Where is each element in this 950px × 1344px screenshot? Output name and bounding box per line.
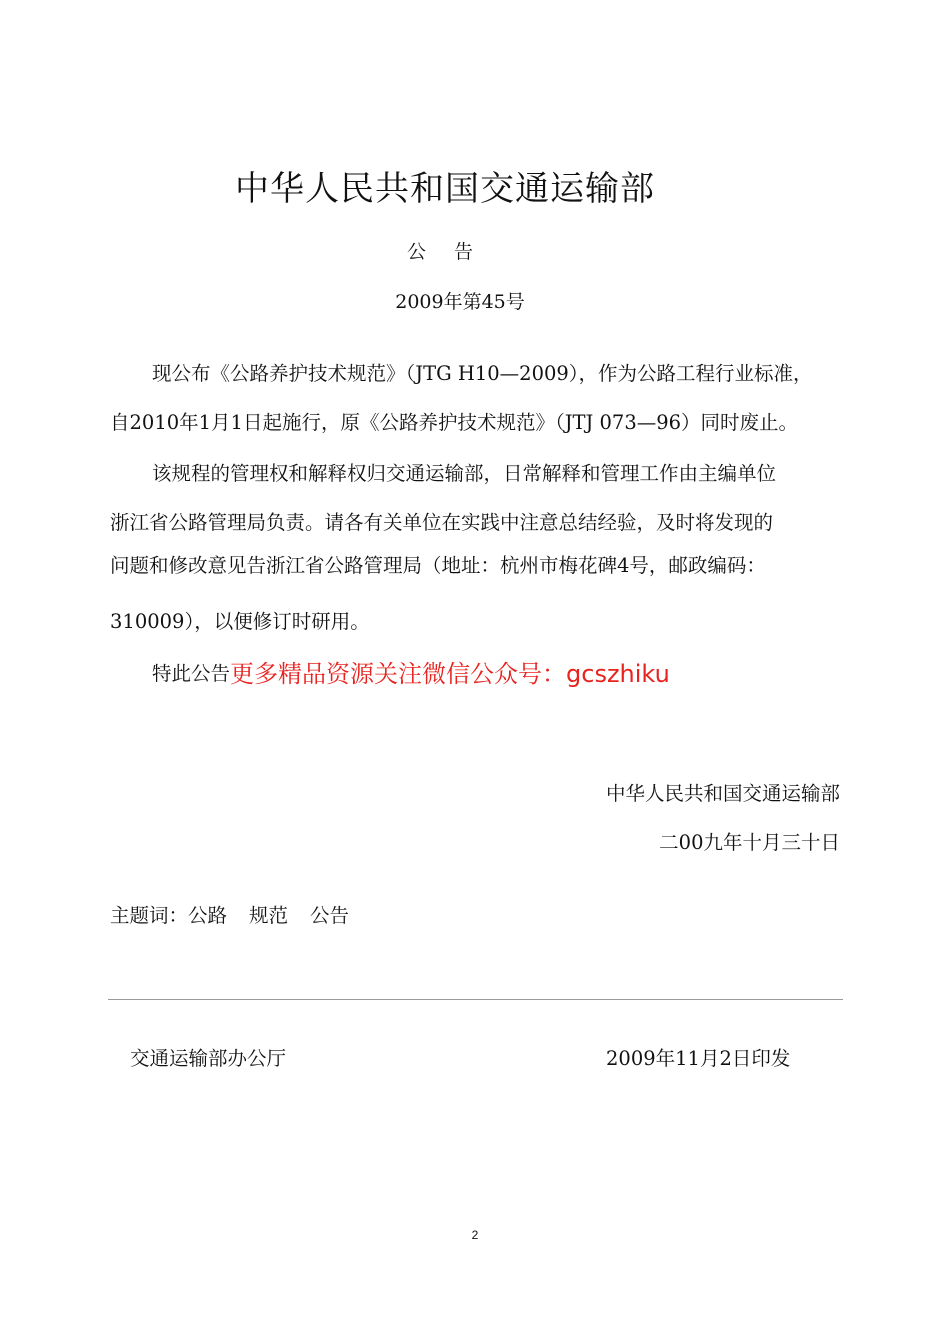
keywords-line: [110, 902, 349, 930]
closing-text: 特此公告: [152, 662, 231, 685]
body-line-4: 浙江省公路管理局负责。请各有关单位在实践中注意总结经验，及时将发现的: [110, 511, 774, 534]
document-number: 2009年第45号: [395, 291, 525, 313]
keyword-item: 公路: [188, 904, 228, 927]
page-number: 2: [471, 1228, 479, 1242]
keyword-item: 公告: [310, 904, 350, 927]
body-line-3: 该规程的管理权和解释权归交通运输部，日常解释和管理工作由主编单位: [152, 462, 777, 485]
signature-org: 中华人民共和国交通运输部: [605, 782, 840, 805]
promo-text: 更多精品资源关注微信公众号：gcszhiku: [230, 660, 670, 688]
issuer: 交通运输部办公厅: [130, 1047, 287, 1070]
signature-date: 二00九年十月三十日: [659, 831, 840, 854]
issue-date: 2009年11月2日印发: [606, 1047, 791, 1070]
body-line-6: 310009），以便修订时研用。: [110, 610, 370, 633]
document-subtitle: 公告: [406, 241, 501, 263]
keywords-label: 主题词：: [110, 904, 189, 927]
body-line-5: 问题和修改意见告浙江省公路管理局（地址：杭州市梅花碑4号，邮政编码：: [110, 554, 766, 577]
keyword-item: 规范: [249, 904, 289, 927]
body-line-2: 自2010年1月1日起施行，原《公路养护技术规范》（JTJ 073—96）同时废止。: [110, 411, 799, 434]
footer-divider: [108, 999, 843, 1000]
body-line-1: 现公布《公路养护技术规范》（JTG H10—2009），作为公路工程行业标准，: [152, 362, 813, 385]
closing-line: [152, 660, 670, 688]
document-title: 中华人民共和国交通运输部: [235, 169, 655, 209]
